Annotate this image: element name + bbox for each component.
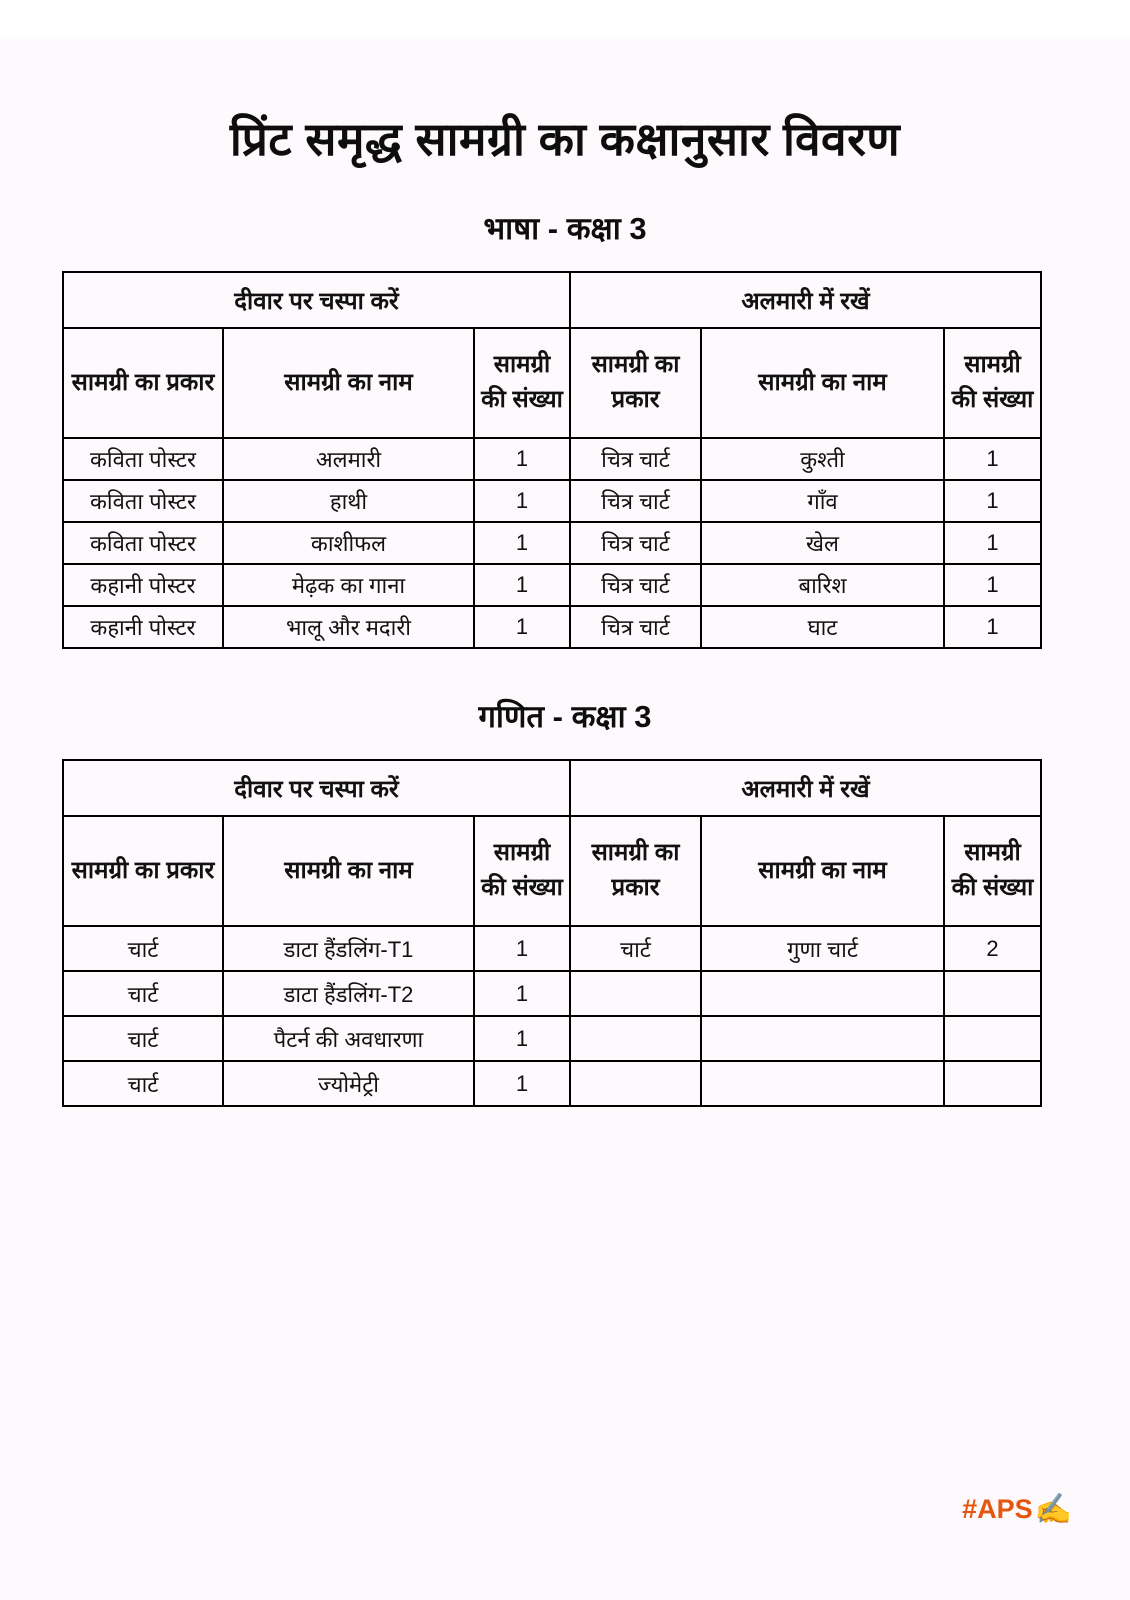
table-cell: 1 — [474, 926, 570, 971]
table-cell: चित्र चार्ट — [570, 606, 701, 648]
table-row — [63, 926, 1041, 971]
table-cell: कविता पोस्टर — [63, 522, 223, 564]
column-header-cell: सामग्री का प्रकार — [63, 328, 223, 438]
table-cell: पैटर्न की अवधारणा — [223, 1016, 474, 1061]
table-cell: मेढ़क का गाना — [223, 564, 474, 606]
table-cell: खेल — [701, 522, 944, 564]
column-header-cell: सामग्री का नाम — [223, 816, 474, 926]
watermark-text: #APS — [962, 1494, 1033, 1524]
table-cell: 1 — [474, 564, 570, 606]
table-cell: 1 — [944, 522, 1041, 564]
table-cell: भालू और मदारी — [223, 606, 474, 648]
table-cell: 1 — [474, 1016, 570, 1061]
group-header-cell: अलमारी में रखें — [570, 760, 1041, 816]
table-cell: काशीफल — [223, 522, 474, 564]
table-cell: गाँव — [701, 480, 944, 522]
table-cell: चार्ट — [63, 971, 223, 1016]
table-row — [63, 606, 1041, 648]
column-header-cell: सामग्री का नाम — [223, 328, 474, 438]
column-header-cell: सामग्री का प्रकार — [570, 328, 701, 438]
page-title: प्रिंट समृद्ध सामग्री का कक्षानुसार विवरण — [229, 113, 901, 165]
table-cell: 1 — [474, 438, 570, 480]
group-header-cell: अलमारी में रखें — [570, 272, 1041, 328]
table-cell: डाटा हैंडलिंग-T1 — [223, 926, 474, 971]
table-cell: बारिश — [701, 564, 944, 606]
column-header-cell: सामग्री का नाम — [701, 328, 944, 438]
table-cell: घाट — [701, 606, 944, 648]
section-heading-bhasha: भाषा - कक्षा 3 — [483, 211, 647, 246]
table-cell: चित्र चार्ट — [570, 438, 701, 480]
table-cell: चित्र चार्ट — [570, 480, 701, 522]
column-header-cell: सामग्री का नाम — [701, 816, 944, 926]
table-cell: 1 — [944, 480, 1041, 522]
column-header-cell: सामग्री की संख्या — [944, 816, 1041, 926]
table-cell: 2 — [944, 926, 1041, 971]
table-cell: हाथी — [223, 480, 474, 522]
column-header-cell: सामग्री का प्रकार — [570, 816, 701, 926]
table-cell — [570, 1061, 701, 1106]
table-cell: 1 — [474, 1061, 570, 1106]
table-row — [63, 816, 1041, 926]
table-cell: चार्ट — [63, 1016, 223, 1061]
table-cell — [944, 1016, 1041, 1061]
table-cell: कविता पोस्टर — [63, 438, 223, 480]
group-header-cell: दीवार पर चस्पा करें — [63, 760, 570, 816]
table-cell — [944, 971, 1041, 1016]
table-row — [63, 1061, 1041, 1106]
top-margin-strip — [0, 0, 1130, 37]
table-cell: डाटा हैंडलिंग-T2 — [223, 971, 474, 1016]
table-cell — [944, 1061, 1041, 1106]
table-cell: 1 — [944, 564, 1041, 606]
watermark-logo — [962, 1492, 1072, 1527]
table-cell: 1 — [944, 606, 1041, 648]
table-cell: चित्र चार्ट — [570, 522, 701, 564]
table-cell: 1 — [944, 438, 1041, 480]
table-cell: 1 — [474, 971, 570, 1016]
table-cell: कुश्ती — [701, 438, 944, 480]
table-row — [63, 522, 1041, 564]
table-row — [63, 1016, 1041, 1061]
table-cell — [701, 1016, 944, 1061]
table-row — [63, 480, 1041, 522]
column-header-cell: सामग्री की संख्या — [474, 816, 570, 926]
table-cell: अलमारी — [223, 438, 474, 480]
bhasha-table — [62, 271, 1042, 649]
table-cell — [570, 971, 701, 1016]
table-cell: कहानी पोस्टर — [63, 606, 223, 648]
table-cell: कहानी पोस्टर — [63, 564, 223, 606]
table-cell: 1 — [474, 480, 570, 522]
table-cell: चार्ट — [570, 926, 701, 971]
table-cell: चित्र चार्ट — [570, 564, 701, 606]
table-row — [63, 760, 1041, 816]
table-cell: कविता पोस्टर — [63, 480, 223, 522]
table-cell: 1 — [474, 522, 570, 564]
table-row — [63, 328, 1041, 438]
table-row — [63, 438, 1041, 480]
column-header-cell: सामग्री की संख्या — [944, 328, 1041, 438]
table-cell: गुणा चार्ट — [701, 926, 944, 971]
table-row — [63, 971, 1041, 1016]
table-row — [63, 272, 1041, 328]
column-header-cell: सामग्री का प्रकार — [63, 816, 223, 926]
writing-hand-icon: ✍️ — [1034, 1493, 1072, 1526]
column-header-cell: सामग्री की संख्या — [474, 328, 570, 438]
table-row — [63, 564, 1041, 606]
table-cell: चार्ट — [63, 1061, 223, 1106]
section-heading-ganit: गणित - कक्षा 3 — [478, 699, 652, 734]
table-cell: चार्ट — [63, 926, 223, 971]
group-header-cell: दीवार पर चस्पा करें — [63, 272, 570, 328]
table-cell — [701, 1061, 944, 1106]
table-cell: ज्योमेट्री — [223, 1061, 474, 1106]
ganit-table — [62, 759, 1042, 1107]
table-cell — [570, 1016, 701, 1061]
table-cell: 1 — [474, 606, 570, 648]
table-cell — [701, 971, 944, 1016]
